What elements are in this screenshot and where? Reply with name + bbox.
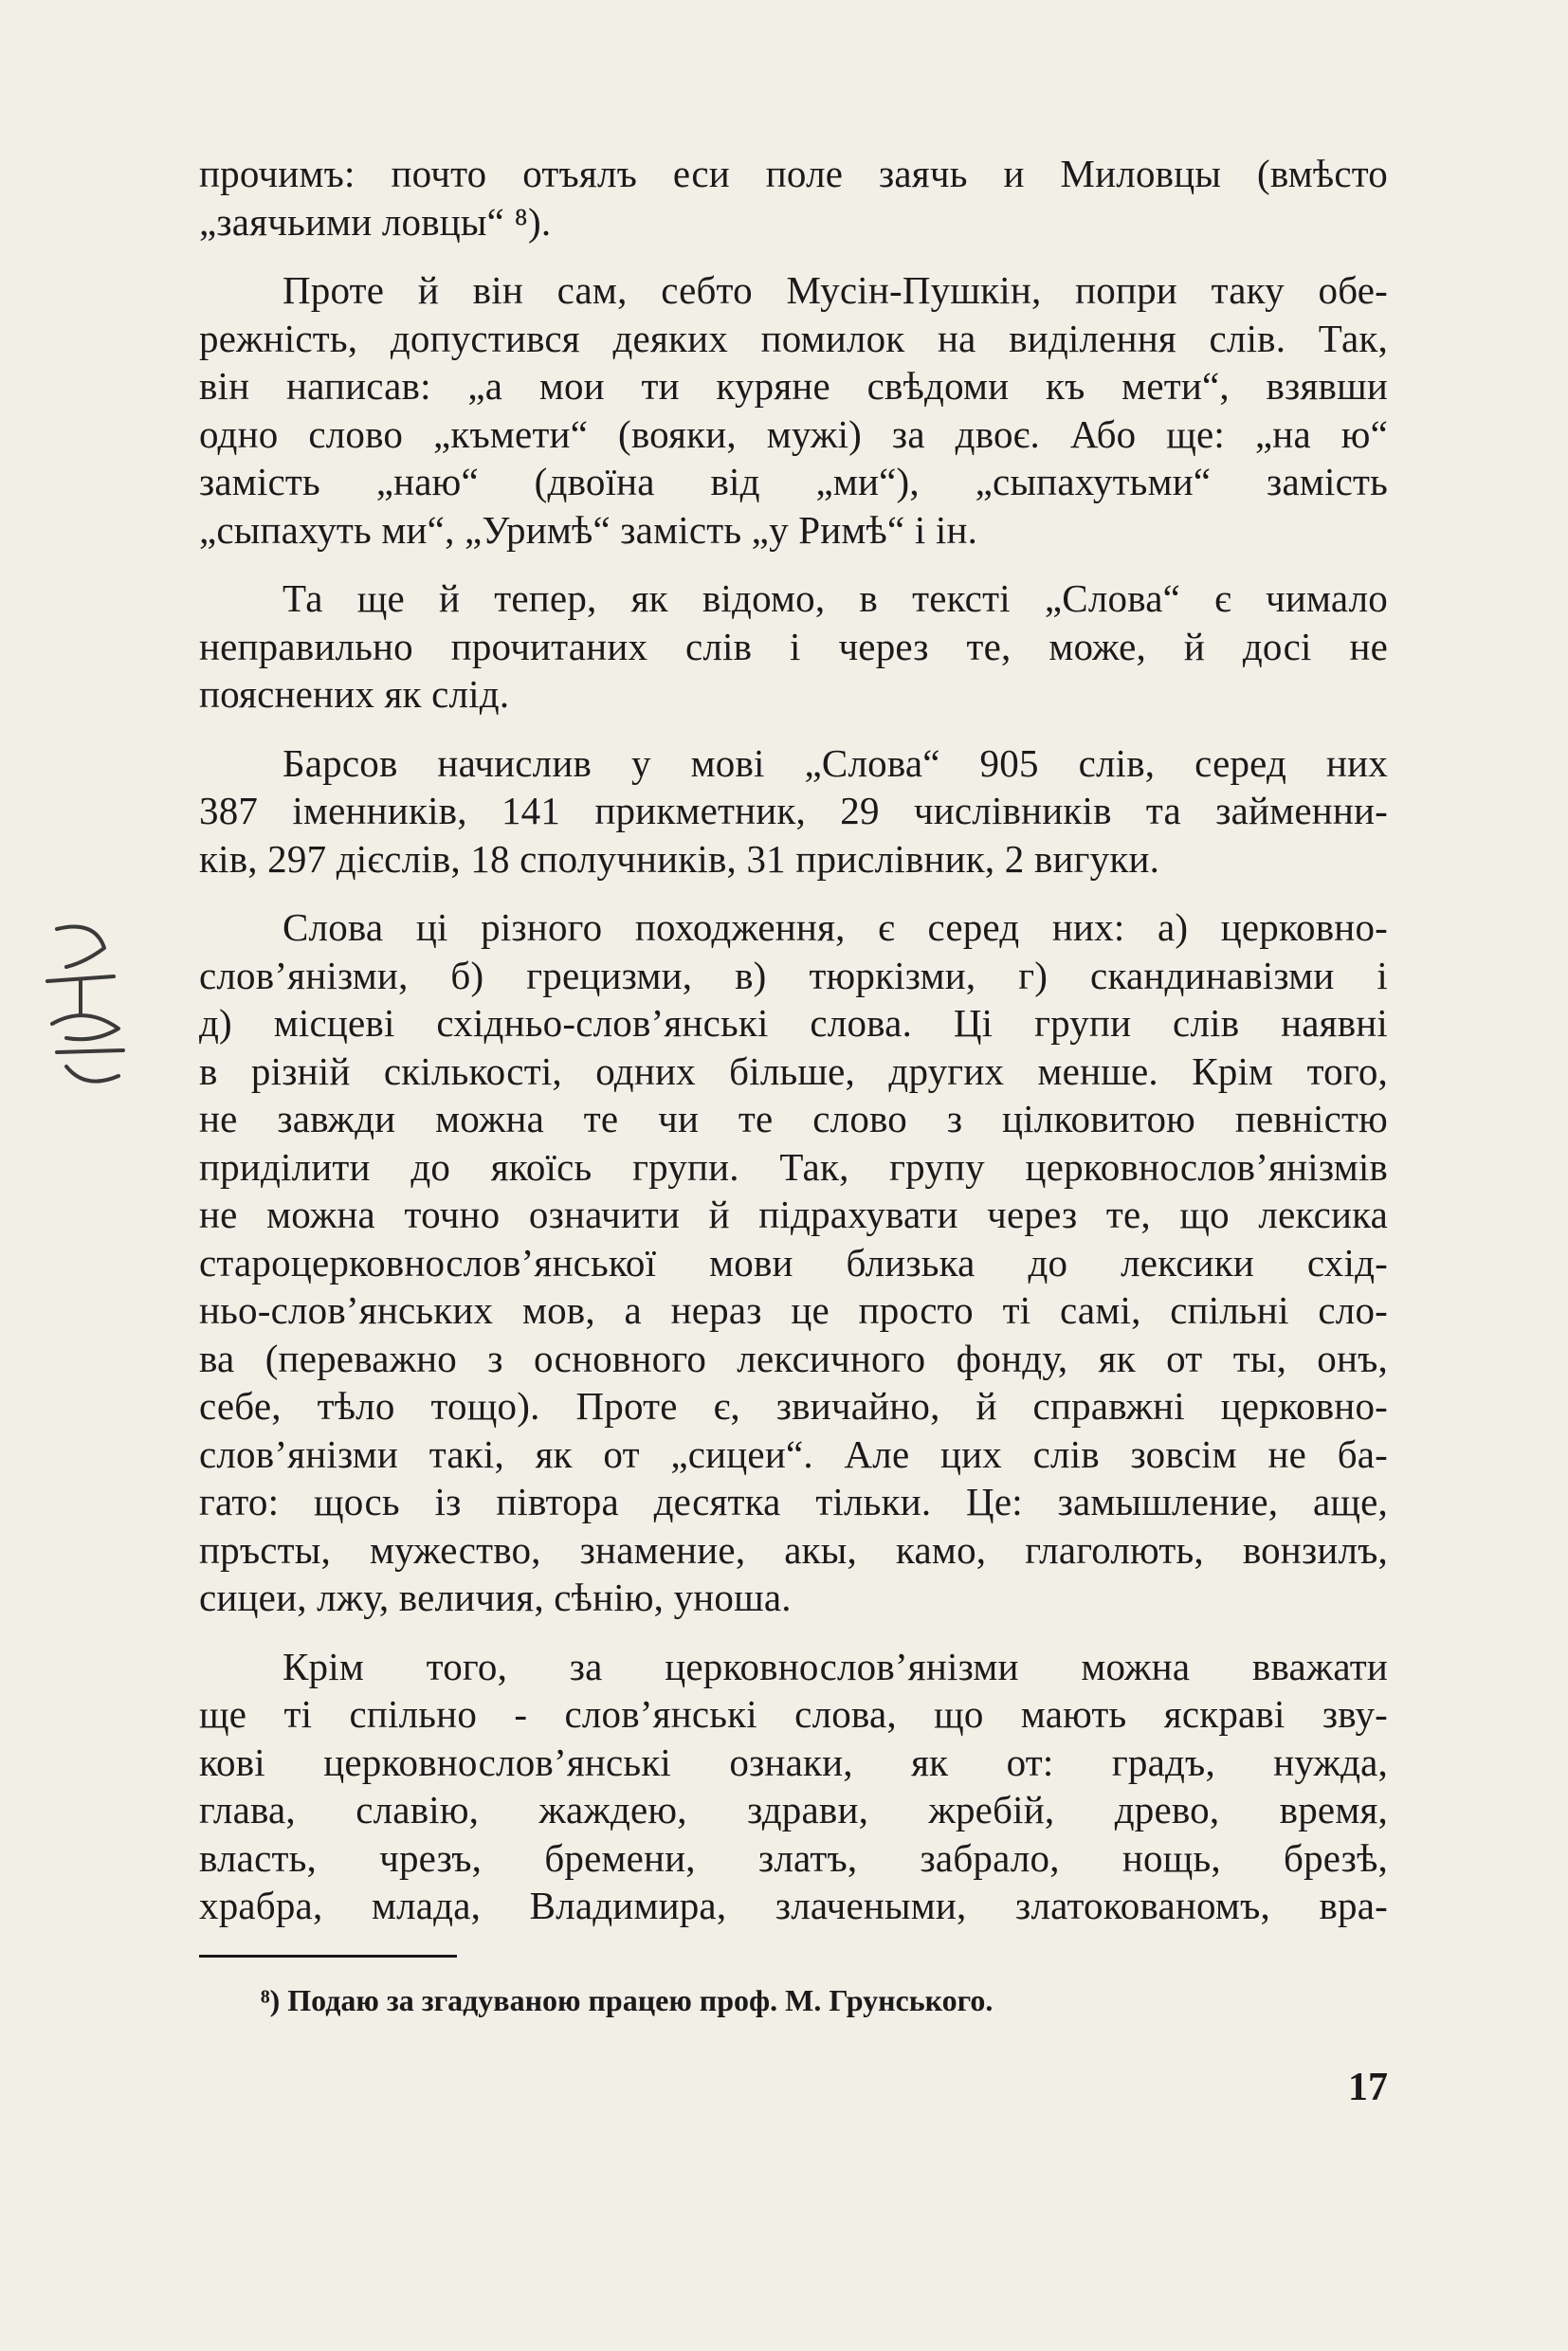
body-text (199, 150, 1388, 1930)
footnote: ⁸) Подаю за згадуваною працею проф. М. Грунського. (261, 1983, 994, 2017)
text-line: „заячьими ловцы“ ⁸). (199, 199, 552, 244)
text-line: Барсов начислив у мові „Слова“ 905 слів, серед них (283, 740, 1388, 785)
text-line: в різній скількості, одних більше, других менше. Крім того, (199, 1048, 1388, 1093)
text-line: Крім того, за церковнослов’янізми можна вважати (283, 1644, 1388, 1688)
text-line: храбра, млада, Владимира, злачеными, златокованомъ, вра- (199, 1884, 1388, 1927)
text-line: слов’янізми, б) грецизми, в) тюркізми, г) скандинавізми і (199, 953, 1388, 997)
text-line: він написав: „а мои ти куряне свѣдоми къ мети“, взявши (199, 364, 1388, 408)
text-line: неправильно прочитаних слів і через те, може, й досі не (199, 624, 1388, 668)
text-line: не завжди можна те чи те слово з цілковитою певністю (199, 1097, 1388, 1140)
text-line: староцерковнослов’янської мови близька до лексики схід- (199, 1240, 1388, 1285)
text-line: Проте й він сам, себто Мусін-Пушкін, попри таку обе- (283, 268, 1388, 312)
text-line: кові церковнослов’янські ознаки, як от: градъ, нужда, (199, 1740, 1388, 1784)
text-line: прочимъ: почто отъялъ еси поле заячь и Миловцы (вмѣсто (199, 152, 1388, 195)
text-line: сицеи, лжу, величия, сѣнію, уноша. (199, 1576, 792, 1619)
text-line: приділити до якоїсь групи. Так, групу церковнослов’янізмів (199, 1144, 1388, 1189)
text-line: режність, допустився деяких помилок на виділення слів. Так, (199, 316, 1388, 360)
text-line: пояснених як слід. (199, 672, 510, 716)
footnote-divider (199, 1955, 457, 1958)
text-line: ків, 297 дієслів, 18 сполучників, 31 прислівник, 2 вигуки. (199, 836, 1160, 881)
handwritten-shelfmark-icon (28, 910, 152, 1109)
text-line: д) місцеві східньо-слов’янські слова. Ці групи слів наявні (199, 1001, 1388, 1045)
text-line: себе, тѣло тощо). Проте є, звичайно, й справжні церковно- (199, 1384, 1388, 1428)
text-line: гато: щось із півтора десятка тільки. Це: замышление, аще, (199, 1480, 1388, 1523)
text-line: не можна точно означити й підрахувати через те, що лексика (199, 1193, 1388, 1236)
text-line: одно слово „къмети“ (вояки, мужі) за двоє. Або ще: „на ю“ (199, 411, 1388, 456)
text-line: замість „наю“ (двоїна від „ми“), „сыпахутьми“ замість (199, 460, 1388, 503)
text-line: власть, чрезъ, бремени, златъ, забрало, нощь, брезѣ, (199, 1835, 1388, 1880)
text-line: ще ті спільно - слов’янські слова, що мають яскраві зву- (199, 1692, 1388, 1736)
page-number: 17 (1348, 2066, 1388, 2109)
text-line: глава, славію, жаждею, здрави, жребій, древо, время, (199, 1788, 1388, 1832)
text-line: „сыпахуть ми“, „Уримѣ“ замість „у Римѣ“ і ін. (199, 507, 978, 552)
text-line: ньо-слов’янських мов, а нераз це просто ті самі, спільні сло- (199, 1288, 1388, 1332)
text-line: ва (переважно з основного лексичного фонду, як от ты, онъ, (199, 1336, 1388, 1380)
text-line: слов’янізми такі, як от „сицеи“. Але цих слів зовсім не ба- (199, 1431, 1388, 1476)
text-line: 387 іменників, 141 прикметник, 29 числівників та займенни- (199, 789, 1388, 832)
text-line: Слова ці різного походження, є серед них: а) церковно- (283, 905, 1388, 949)
text-line: пръсты, мужество, знамение, акы, камо, глаголють, вонзилъ, (199, 1527, 1388, 1572)
text-line: Та ще й тепер, як відомо, в тексті „Слова“ є чимало (283, 576, 1388, 620)
